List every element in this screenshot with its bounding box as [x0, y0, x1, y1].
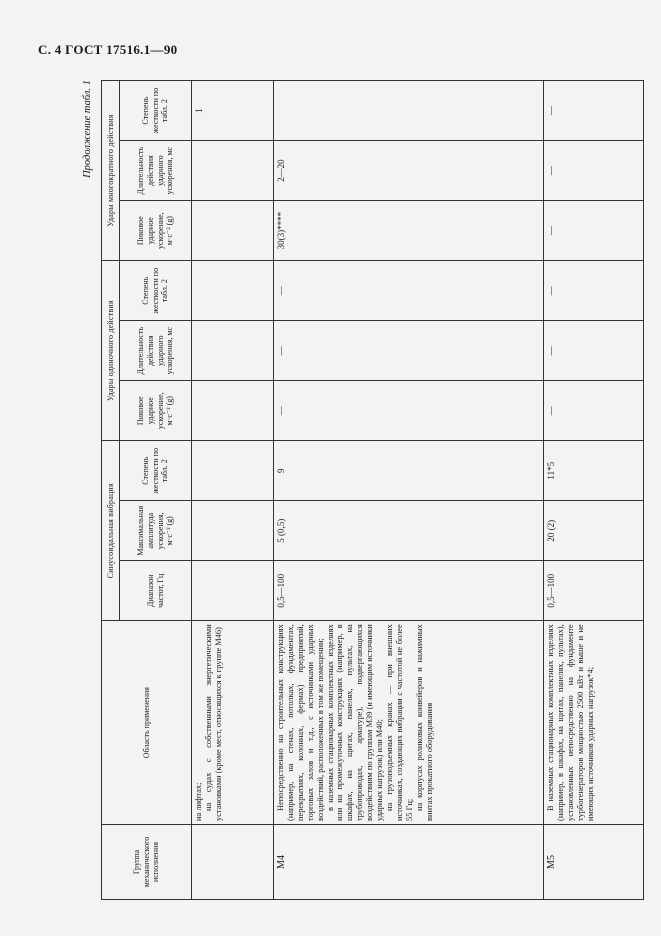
col-freq: Диапазон частот, Гц — [120, 561, 192, 621]
cell-single-duration — [192, 321, 274, 381]
cell-group — [192, 824, 274, 899]
area-paragraph: Непосредственно на строительных конструкциях (например, на стенах, потолках, фундаментах, перекрытиях, колоннах, фермах) предприятий, торговых залов и т.д., с источниками ударных воздействий, расположенных в том же помещении; — [276, 624, 325, 821]
cell-area — [274, 621, 544, 825]
area-paragraph: на грузоподъемных кранах — при внешних источниках, создающих вибрации с частотой не более 55 Гц; — [384, 624, 414, 821]
cell-single-peak: — — [274, 381, 544, 441]
col-sine-vibration: Синусоидальная вибрация — [102, 441, 120, 621]
cell-area — [192, 621, 274, 825]
main-table — [101, 80, 644, 900]
cell-freq — [192, 561, 274, 621]
rotated-table-area — [84, 80, 624, 900]
cell-multi-severity: 1 — [192, 81, 274, 141]
cell-multi-duration: 2—20 — [274, 141, 544, 201]
cell-single-severity — [192, 261, 274, 321]
col-severity: Степень жесткости по табл. 2 — [120, 441, 192, 501]
area-paragraph: на судах с собственными энергетическими установками (кроме мест, относящихся к группе М46) — [203, 624, 223, 821]
cell-severity: 11*5 — [544, 441, 644, 501]
continuation-label: Продолжение табл. 1 — [82, 80, 93, 178]
col-multiple-shocks: Удары многократного действия — [102, 81, 120, 261]
cell-single-peak: — — [544, 381, 644, 441]
cell-group: М4 — [274, 824, 544, 899]
cell-area — [544, 621, 644, 825]
area-paragraph: в наземных стационарных комплектных изделиях или на промежуточных конструкциях (например, в шкафах, на щитах, панелях, пультах, на трубопроводах, арматуре), подвергающихся воздействиям по группам М39 (и имеющим источники ударных нагрузок) или М40; — [325, 624, 385, 821]
table-row — [192, 81, 274, 900]
cell-single-duration: — — [544, 321, 644, 381]
cell-multi-duration — [192, 141, 274, 201]
cell-single-severity: — — [544, 261, 644, 321]
cell-multi-duration: — — [544, 141, 644, 201]
cell-group: М5 — [544, 824, 644, 899]
cell-multi-severity — [274, 81, 544, 141]
col-single-shocks: Удары одиночного действия — [102, 261, 120, 441]
col-duration: Длительность действия ударного ускорения, мс — [120, 141, 192, 201]
cell-multi-peak: 30(3)**** — [274, 201, 544, 261]
cell-single-severity: — — [274, 261, 544, 321]
col-group: Группа механического исполнения — [102, 824, 192, 899]
page-header: С. 4 ГОСТ 17516.1—90 — [38, 42, 178, 57]
col-severity: Степень жесткости по табл. 2 — [120, 261, 192, 321]
col-max-amp: Максимальная амплитуда ускорения, м·с⁻² (g) — [120, 501, 192, 561]
cell-multi-severity: — — [544, 81, 644, 141]
cell-multi-peak: — — [544, 201, 644, 261]
area-paragraph: на лифтах; — [194, 782, 203, 821]
col-severity: Степень жесткости по табл. 2 — [120, 81, 192, 141]
cell-freq: 0,5—100 — [274, 561, 544, 621]
cell-amp: 5 (0,5) — [274, 501, 544, 561]
cell-amp — [192, 501, 274, 561]
cell-single-duration: — — [274, 321, 544, 381]
area-paragraph: В наземных стационарных комплектных изделиях (например, в шкафах, на щитах, панелях, пультах), установленных непосредственно на фундаменте турбогенераторов мощностью 2500 кВт и выше и не имеющих источников ударных нагрузок*4; — [546, 624, 595, 821]
cell-freq: 0,5—100 — [544, 561, 644, 621]
cell-single-peak — [192, 381, 274, 441]
cell-severity — [192, 441, 274, 501]
col-peak: Пиковое ударное ускорение, м·с⁻² (g) — [120, 201, 192, 261]
cell-multi-peak — [192, 201, 274, 261]
table-row — [544, 81, 644, 900]
col-peak: Пиковое ударное ускорение, м·с⁻² (g) — [120, 381, 192, 441]
table-row — [274, 81, 544, 900]
col-duration: Длительность действия ударного ускорения, мс — [120, 321, 192, 381]
cell-amp: 20 (2) — [544, 501, 644, 561]
cell-severity: 9 — [274, 441, 544, 501]
area-paragraph: на корпусах роликовых конвейеров и нажимных винтах прокатного оборудования — [414, 624, 434, 821]
col-area: Область применения — [102, 621, 192, 825]
